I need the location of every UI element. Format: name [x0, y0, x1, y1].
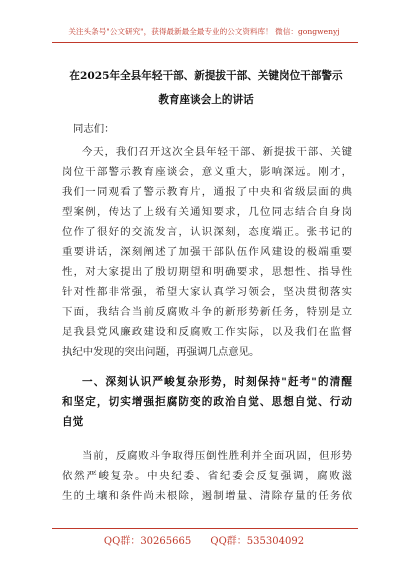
- paragraph-1-line: 性，对大家提出了殷切期望和明确要求，思想性、指导性: [62, 266, 352, 278]
- footer: [0, 532, 408, 547]
- footer-qq-group-2: QQ群：535304092: [210, 536, 305, 547]
- paragraph-1-line: 位作了很好的交流发言，认识深刻，态度端正。张书记的: [62, 226, 352, 238]
- paragraph-2-line: 依然严峻复杂。中央纪委、省纪委会反复强调，腐败滋: [62, 470, 352, 482]
- document-title-line-1: 在2025年全县年轻干部、新提拔干部、关键岗位干部警示: [69, 70, 343, 82]
- section-1-heading-line: 自觉: [62, 416, 84, 428]
- section-1-heading-line: 一、深刻认识严峻复杂形势，时刻保持"赶考"的清醒: [82, 376, 352, 388]
- paragraph-2-line: 生的土壤和条件尚未根除，遏制增量、清除存量的任务依: [62, 490, 352, 502]
- paragraph-1-line: 今天，我们召开这次全县年轻干部、新提拔干部、关键: [82, 146, 352, 158]
- footer-qq-group-1: QQ群：30265665: [103, 536, 192, 547]
- paragraph-1-line: 型案例，传达了上级有关通知要求，几位同志结合自身岗: [62, 206, 352, 218]
- document-title-line-2: 教育座谈会上的讲话: [158, 94, 254, 106]
- header-banner: 关注头条号"公文研究"，获得最新最全最专业的公文资料库！ 微信：gongwenyj: [68, 27, 340, 36]
- salutation: 同志们：: [73, 123, 115, 135]
- paragraph-1-line: 针对性都非常强，希望大家认真学习领会，坚决贯彻落实: [62, 286, 352, 298]
- paragraph-1-line: 下面，我结合当前反腐败斗争的新形势新任务，特别是立: [62, 306, 352, 318]
- paragraph-2-line: 当前，反腐败斗争取得压倒性胜利并全面巩固，但形势: [82, 450, 352, 462]
- paragraph-1-line: 岗位干部警示教育座谈会，意义重大，影响深远。刚才，: [62, 166, 352, 178]
- section-1-heading-line: 和坚定，切实增强拒腐防变的政治自觉、思想自觉、行动: [62, 396, 352, 408]
- footer-divider: [52, 528, 358, 529]
- paragraph-1-line: 执纪中发现的突出问题，再强调几点意见。: [62, 346, 260, 358]
- paragraph-1-line: 我们一同观看了警示教育片，通报了中央和省级层面的典: [62, 186, 352, 198]
- paragraph-1-line: 足我县党风廉政建设和反腐败工作实际，以及我们在监督: [62, 326, 352, 338]
- paragraph-1-line: 重要讲话，深刻阐述了加强干部队伍作风建设的极端重要: [62, 246, 352, 258]
- header-divider: [52, 42, 358, 43]
